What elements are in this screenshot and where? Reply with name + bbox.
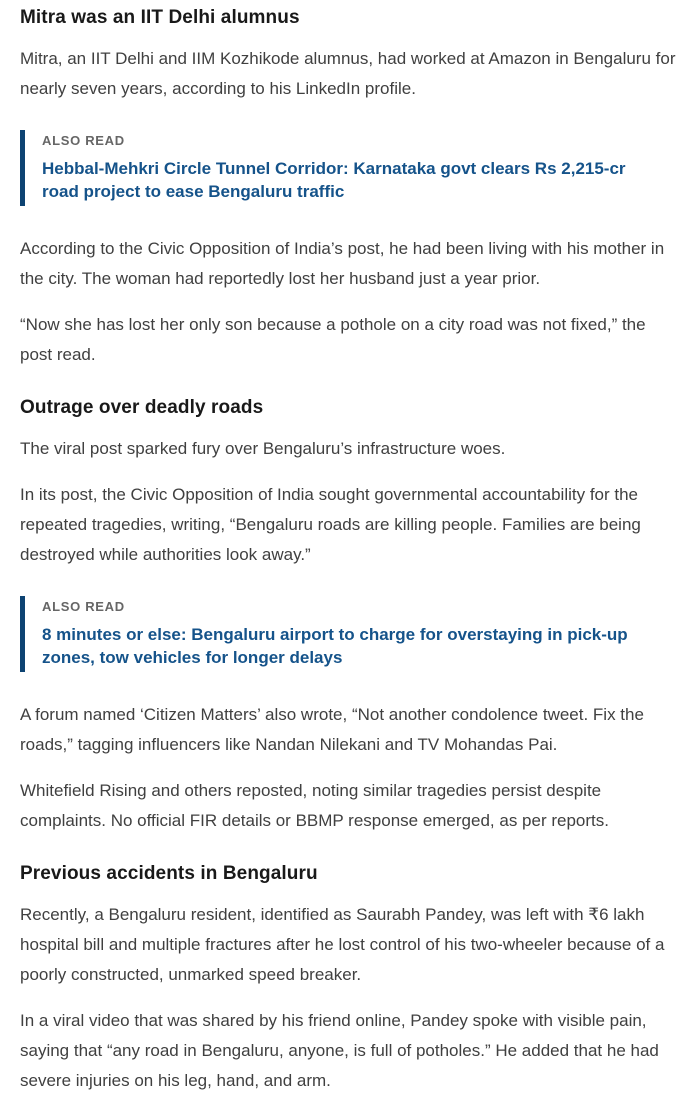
also-read-label: ALSO READ [42, 599, 125, 614]
paragraph-viral-video-injuries: In a viral video that was shared by his friend online, Pandey spoke with visible pain, saying that “any road in Bengaluru, anyone, is full of potholes.” He added that he had severe injuries on his leg, hand, and arm. [20, 1011, 659, 1090]
paragraph-viral-post-fury: The viral post sparked fury over Bengaluru’s infrastructure woes. [20, 439, 506, 458]
paragraph-accountability-quote: In its post, the Civic Opposition of India sought governmental accountability for the repeated tragedies, writing, “Bengaluru roads are killing people. Families are being destroyed while authorities look away.” [20, 485, 641, 564]
section-heading-mitra-alumnus: Mitra was an IIT Delhi alumnus [20, 7, 300, 28]
also-read-label: ALSO READ [42, 133, 125, 148]
also-read-link-airport-charges[interactable]: 8 minutes or else: Bengaluru airport to charge for overstaying in pick-up zones, tow vehicles for longer delays [42, 625, 628, 667]
paragraph-citizen-matters: A forum named ‘Citizen Matters’ also wrote, “Not another condolence tweet. Fix the roads,” tagging influencers like Nandan Nilekani and TV Mohandas Pai. [20, 705, 644, 754]
also-read-link-tunnel-corridor[interactable]: Hebbal-Mehkri Circle Tunnel Corridor: Karnataka govt clears Rs 2,215-cr road project to ease Bengaluru traffic [42, 159, 626, 201]
paragraph-whitefield-rising: Whitefield Rising and others reposted, noting similar tragedies persist despite complaints. No official FIR details or BBMP response emerged, as per reports. [20, 781, 609, 830]
paragraph-pothole-quote: “Now she has lost her only son because a pothole on a city road was not fixed,” the post read. [20, 315, 646, 364]
paragraph-living-with-mother: According to the Civic Opposition of India’s post, he had been living with his mother in the city. The woman had reportedly lost her husband just a year prior. [20, 239, 665, 288]
also-read-box-airport-charges [20, 596, 678, 672]
section-heading-outrage: Outrage over deadly roads [20, 397, 264, 418]
also-read-box-tunnel-corridor [20, 130, 678, 206]
paragraph-saurabh-pandey: Recently, a Bengaluru resident, identified as Saurabh Pandey, was left with ₹6 lakh hospital bill and multiple fractures after he lost control of his two-wheeler because of a poorly constructed, unmarked speed breaker. [20, 905, 665, 984]
section-heading-previous-accidents: Previous accidents in Bengaluru [20, 863, 318, 884]
paragraph-linkedin-profile: Mitra, an IIT Delhi and IIM Kozhikode alumnus, had worked at Amazon in Bengaluru for nearly seven years, according to his LinkedIn profile. [20, 49, 676, 98]
